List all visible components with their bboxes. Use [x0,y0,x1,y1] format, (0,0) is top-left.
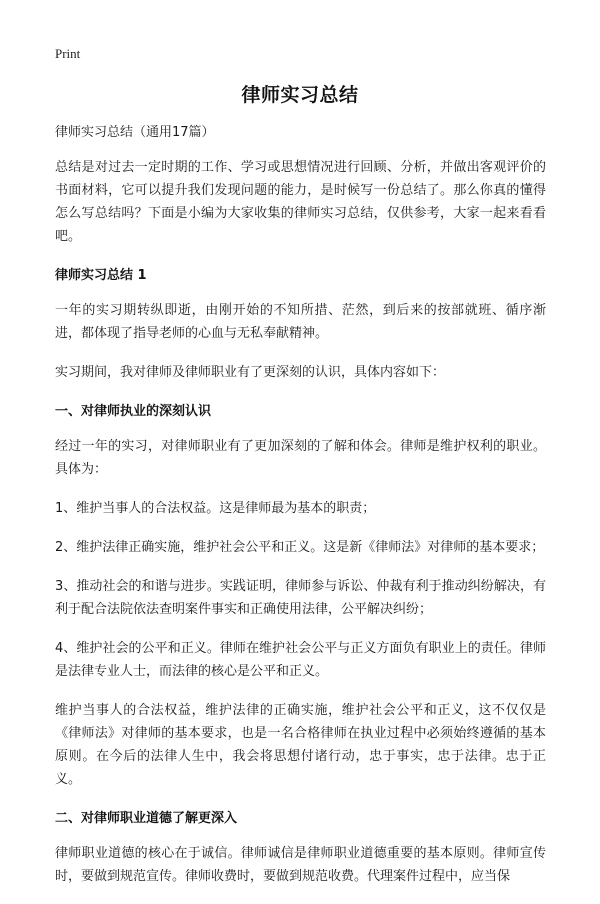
list-item: 3、推动社会的和谐与进步。实践证明，律师参与诉讼、仲裁有利于推动纠纷解决，有利于配合法院依法查明案件事实和正确使用法律，公平解决纠纷； [55,579,546,617]
subsection-heading: 二、对律师职业道德了解更深入 [55,811,238,826]
paragraph: 律师职业道德的核心在于诚信。律师诚信是律师职业道德重要的基本原则。律师宣传时，要做到规范宣传。律师收费时，要做到规范收费。代理案件过程中，应当保 [55,846,546,884]
list-item: 4、维护社会的公平和正义。律师在维护社会公平与正义方面负有职业上的责任。律师是法律专业人士，而法律的核心是公平和正义。 [55,641,546,679]
paragraph: 一年的实习期转纵即逝，由刚开始的不知所措、茫然，到后来的按部就班、循序渐进，都体现了指导老师的心血与无私奉献精神。 [55,303,546,341]
page-title: 律师实习总结 [241,84,359,106]
intro-paragraph: 总结是对过去一定时期的工作、学习或思想情况进行回顾、分析，并做出客观评价的书面材料，它可以提升我们发现问题的能力，是时候写一份总结了。那么你真的懂得怎么写总结吗？下面是小编为大家收集的律师实习总结，仅供参考，大家一起来看看吧。 [55,160,546,244]
list-item: 2、维护法律正确实施，维护社会公平和正义。这是新《律师法》对律师的基本要求； [55,540,545,555]
paragraph: 经过一年的实习，对律师职业有了更加深刻的了解和体会。律师是维护权利的职业。具体为： [55,439,546,477]
paragraph: 维护当事人的合法权益，维护法律的正确实施，维护社会公平和正义，这不仅仅是《律师法》对律师的基本要求，也是一名合格律师在执业过程中必须始终遵循的基本原则。在今后的法律人生中，我会将思想付诸行动，忠于事实，忠于法律。忠于正义。 [55,703,546,787]
subtitle: 律师实习总结（通用17篇） [55,125,215,140]
list-item: 1、维护当事人的合法权益。这是律师最为基本的职责； [55,501,376,516]
paragraph: 实习期间，我对律师及律师职业有了更深刻的认识，具体内容如下： [55,365,446,380]
subsection-heading: 一、对律师执业的深刻认识 [55,404,212,419]
article-body [55,121,546,904]
print-link[interactable]: Print [55,46,81,61]
section-heading-1: 律师实习总结 1 [55,268,147,283]
